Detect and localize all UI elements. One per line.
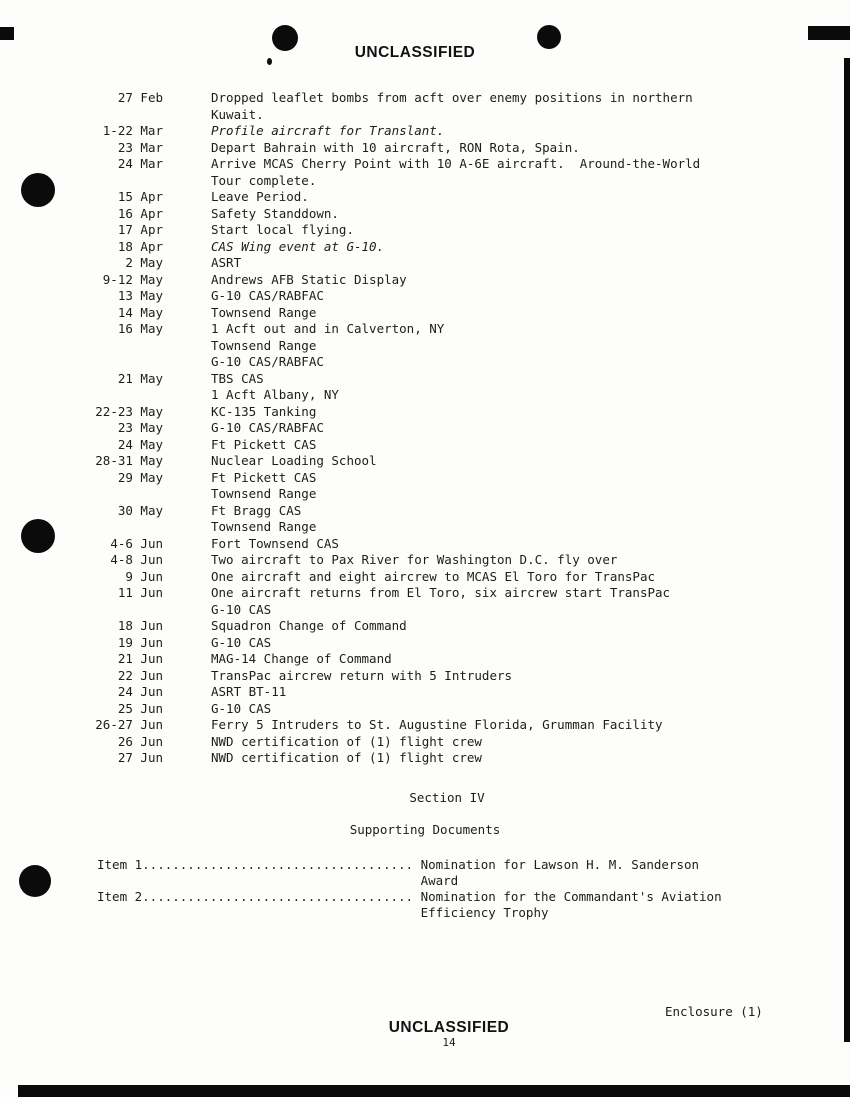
- entry-date: 30 May: [117, 502, 163, 518]
- entry-date: 11 Jun: [117, 585, 163, 600]
- entry-description-line: NWD certification of (1) flight crew: [211, 750, 482, 765]
- entry-description-line: ASRT: [211, 255, 242, 270]
- entry-description-line: Dropped leaflet bombs from acft over enemy positions in northern: [211, 90, 693, 105]
- entry-description: [211, 618, 407, 635]
- chronology-entry: [0, 635, 850, 652]
- entry-date: 24 Jun: [117, 684, 163, 699]
- entry-date: 9-12 May: [102, 271, 163, 287]
- chronology-entry: [0, 470, 850, 503]
- entry-description-line: Ft Pickett CAS: [211, 436, 317, 452]
- entry-date: 23 May: [117, 420, 163, 435]
- entry-description-line: Start local flying.: [211, 222, 354, 237]
- entry-description: [211, 668, 512, 685]
- classification-header: UNCLASSIFIED: [354, 44, 476, 61]
- chronology-entry: [0, 321, 850, 371]
- entry-date: 28-31 May: [95, 453, 163, 468]
- entry-description-line: G-10 CAS: [211, 601, 272, 617]
- entry-date: 23 Mar: [117, 139, 163, 155]
- chronology-entry: [0, 585, 850, 618]
- entry-date: 19 Jun: [117, 634, 163, 650]
- entry-date: 4-6 Jun: [110, 535, 163, 551]
- entry-description-line: Safety Standdown.: [211, 205, 339, 221]
- entry-description: [211, 569, 655, 586]
- section-title: Section IV: [409, 789, 485, 805]
- chronology-entry: [0, 552, 850, 569]
- subsection-title: Supporting Documents: [349, 822, 501, 837]
- entry-date: 29 May: [117, 469, 163, 485]
- entry-date: 26-27 Jun: [95, 717, 163, 732]
- entry-description: [211, 255, 241, 272]
- chronology-entry: [0, 536, 850, 553]
- entry-description-line: TBS CAS: [211, 370, 264, 386]
- entry-description: [211, 585, 670, 618]
- entry-date: 26 Jun: [117, 733, 163, 749]
- chronology-entry: [0, 668, 850, 685]
- entry-date: 17 Apr: [117, 222, 163, 237]
- entry-description: [211, 684, 286, 701]
- entry-date: 18 Apr: [117, 238, 163, 254]
- entry-description-line: One aircraft and eight aircrew to MCAS El Toro for TransPac: [211, 568, 656, 584]
- entry-description-line: G-10 CAS/RABFAC: [211, 288, 324, 303]
- scan-artifact-bottom-bar: [18, 1085, 850, 1097]
- document-item: [97, 889, 850, 921]
- chronology-entry: [0, 255, 850, 272]
- entry-description: [211, 503, 316, 536]
- chronology-list: [0, 90, 850, 767]
- entry-description: [211, 453, 377, 470]
- chronology-entry: [0, 272, 850, 289]
- entry-description: [211, 552, 617, 569]
- chronology-entry: [0, 140, 850, 157]
- entry-description: [211, 371, 339, 404]
- entry-description-line: Townsend Range: [211, 337, 317, 353]
- entry-description: [211, 123, 444, 140]
- entry-description: [211, 701, 271, 718]
- entry-date: 4-8 Jun: [110, 552, 163, 567]
- chronology-entry: [0, 618, 850, 635]
- entry-date: 16 May: [117, 321, 163, 336]
- chronology-entry: [0, 156, 850, 189]
- entry-description-line: Arrive MCAS Cherry Point with 10 A-6E aircraft. Around-the-World: [211, 156, 701, 171]
- entry-description-line: MAG-14 Change of Command: [211, 651, 392, 666]
- entry-description-line: Depart Bahrain with 10 aircraft, RON Rota, Spain.: [211, 139, 580, 155]
- entry-date: 27 Jun: [117, 750, 163, 765]
- entry-description-line: Two aircraft to Pax River for Washington D.C. fly over: [211, 552, 618, 567]
- entry-date: 16 Apr: [117, 205, 163, 221]
- entry-description-line: G-10 CAS: [211, 634, 272, 650]
- entry-description-line: Ft Pickett CAS: [211, 469, 317, 485]
- entry-description-line: 1 Acft out and in Calverton, NY: [211, 321, 445, 336]
- entry-description-line: Squadron Change of Command: [211, 618, 407, 633]
- entry-description-line: KC-135 Tanking: [211, 403, 317, 419]
- chronology-entry: [0, 750, 850, 767]
- chronology-entry: [0, 453, 850, 470]
- chronology-entry: [0, 420, 850, 437]
- entry-date: 24 May: [117, 436, 163, 452]
- entry-description: [211, 734, 482, 751]
- entry-description: [211, 222, 354, 239]
- entry-description-line: Kuwait.: [211, 106, 264, 122]
- chronology-entry: [0, 717, 850, 734]
- entry-description: [211, 288, 324, 305]
- entry-description-line: Townsend Range: [211, 519, 317, 534]
- entry-description: [211, 536, 339, 553]
- document-item-description-line: Efficiency Trophy: [420, 904, 549, 920]
- entry-date: 22 Jun: [117, 667, 163, 683]
- main-content: [0, 90, 850, 921]
- chronology-entry: [0, 651, 850, 668]
- chronology-entry: [0, 371, 850, 404]
- entry-description-line: Townsend Range: [211, 304, 317, 320]
- chronology-entry: [0, 239, 850, 256]
- enclosure-label: Enclosure (1): [665, 1004, 763, 1019]
- entry-description-line: Leave Period.: [211, 189, 309, 204]
- chronology-entry: [0, 701, 850, 718]
- entry-description: [211, 470, 316, 503]
- document-item-label: Item 1....................................: [97, 856, 414, 872]
- entry-description-line: Profile aircraft for Translant.: [211, 123, 445, 138]
- entry-description-line: G-10 CAS/RABFAC: [211, 420, 324, 435]
- entry-date: 21 May: [117, 370, 163, 386]
- entry-description-line: Andrews AFB Static Display: [211, 271, 407, 287]
- entry-date: 13 May: [117, 288, 163, 303]
- document-item-description-line: Award: [420, 872, 459, 888]
- scan-artifact-top-right: [808, 26, 850, 40]
- chronology-entry: [0, 189, 850, 206]
- entry-date: 24 Mar: [117, 156, 163, 171]
- entry-description: [211, 90, 693, 123]
- entry-description: [211, 420, 324, 437]
- entry-description: [211, 239, 384, 256]
- chronology-entry: [0, 503, 850, 536]
- chronology-entry: [0, 734, 850, 751]
- entry-description: [211, 206, 339, 223]
- entry-date: 15 Apr: [117, 189, 163, 204]
- entry-description-line: Townsend Range: [211, 486, 317, 501]
- entry-description-line: NWD certification of (1) flight crew: [211, 733, 482, 749]
- entry-description-line: Ft Bragg CAS: [211, 502, 302, 518]
- entry-date: 22-23 May: [95, 403, 163, 419]
- chronology-entry: [0, 90, 850, 123]
- entry-description-line: G-10 CAS: [211, 700, 272, 716]
- entry-description: [211, 140, 580, 157]
- entry-description-line: Nuclear Loading School: [211, 453, 377, 468]
- supporting-documents-list: [0, 857, 850, 921]
- entry-description: [211, 750, 482, 767]
- chronology-entry: [0, 123, 850, 140]
- chronology-entry: [0, 206, 850, 223]
- entry-date: 2 May: [125, 255, 163, 270]
- document-item-description: [421, 889, 722, 921]
- entry-description-line: TransPac aircrew return with 5 Intruders: [211, 667, 513, 683]
- entry-date: 9 Jun: [125, 568, 163, 584]
- entry-description: [211, 404, 316, 421]
- classification-footer: UNCLASSIFIED: [388, 1019, 510, 1036]
- entry-description: [211, 321, 444, 371]
- page-number: 14: [442, 1036, 456, 1049]
- entry-description: [211, 717, 663, 734]
- entry-date: 21 Jun: [117, 651, 163, 666]
- entry-description: [211, 305, 316, 322]
- document-item-description-line: Nomination for the Commandant's Aviation: [420, 888, 722, 904]
- chronology-entry: [0, 569, 850, 586]
- chronology-entry: [0, 288, 850, 305]
- entry-date: 25 Jun: [117, 700, 163, 716]
- entry-description-line: CAS Wing event at G-10.: [211, 238, 385, 254]
- entry-description: [211, 272, 407, 289]
- entry-description-line: Ferry 5 Intruders to St. Augustine Florida, Grumman Facility: [211, 717, 663, 732]
- entry-description-line: Fort Townsend CAS: [211, 535, 339, 551]
- chronology-entry: [0, 305, 850, 322]
- scan-artifact-top-left: [0, 27, 14, 40]
- document-item-description: [421, 857, 699, 889]
- entry-date: 27 Feb: [117, 90, 163, 105]
- document-item-label: Item 2....................................: [97, 888, 414, 904]
- entry-description-line: ASRT BT-11: [211, 684, 287, 699]
- chronology-entry: [0, 404, 850, 421]
- entry-description-line: G-10 CAS/RABFAC: [211, 354, 324, 369]
- entry-description-line: 1 Acft Albany, NY: [211, 387, 339, 402]
- entry-description: [211, 437, 316, 454]
- chronology-entry: [0, 437, 850, 454]
- entry-date: 18 Jun: [117, 618, 163, 633]
- document-item-description-line: Nomination for Lawson H. M. Sanderson: [420, 856, 700, 872]
- entry-date: 14 May: [117, 304, 163, 320]
- entry-description: [211, 156, 700, 189]
- entry-description: [211, 635, 271, 652]
- chronology-entry: [0, 222, 850, 239]
- entry-description-line: Tour complete.: [211, 172, 317, 188]
- document-item: [97, 857, 850, 889]
- entry-description: [211, 189, 309, 206]
- entry-date: 1-22 Mar: [102, 123, 163, 138]
- entry-description-line: One aircraft returns from El Toro, six aircrew start TransPac: [211, 585, 671, 600]
- entry-description: [211, 651, 392, 668]
- chronology-entry: [0, 684, 850, 701]
